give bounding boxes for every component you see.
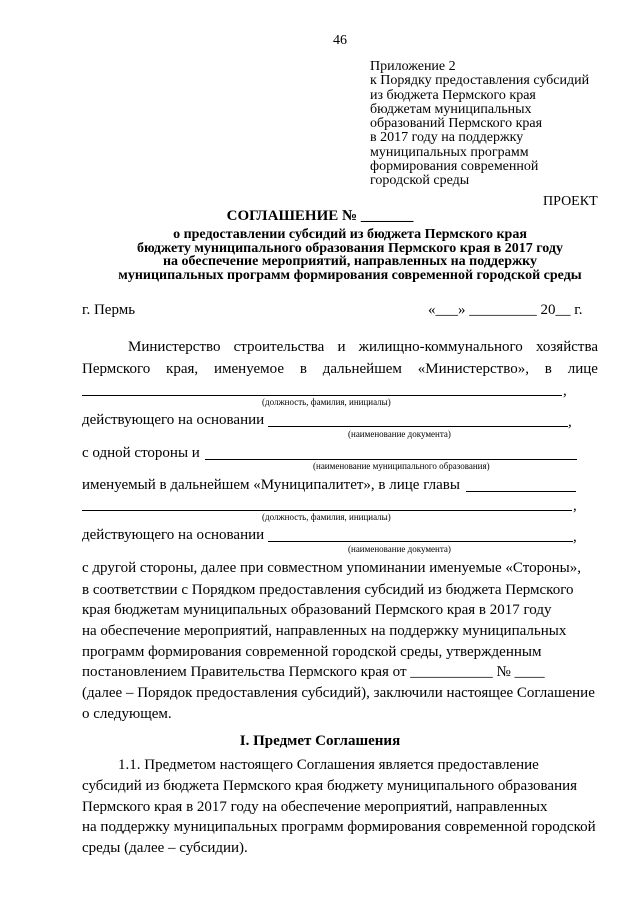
paragraph-line: в соответствии с Порядком предоставления субсидий из бюджета Пермского: [82, 582, 574, 598]
word: края,: [166, 361, 199, 377]
section-line: Пермского края в 2017 году на обеспечение мероприятий, направленных: [82, 799, 548, 815]
paragraph-line: с другой стороны, далее при совместном упоминании именуемые «Стороны»,: [82, 560, 581, 576]
caption-position: (должность, фамилия, инициалы): [262, 397, 391, 407]
draft-label: ПРОЕКТ: [543, 194, 598, 209]
appendix-line: из бюджета Пермского края: [370, 87, 536, 103]
section-line: 1.1. Предметом настоящего Соглашения является предоставление: [118, 757, 539, 773]
named-municipality: именуемый в дальнейшем «Муниципалитет», в лице главы: [82, 477, 460, 493]
appendix-line: городской среды: [370, 173, 470, 189]
appendix-line: бюджетам муниципальных: [370, 101, 532, 117]
word: именуемое: [213, 361, 284, 377]
paragraph-line: (далее – Порядок предоставления субсидий), заключили настоящее Соглашение: [82, 685, 595, 701]
blank-line-document-2[interactable]: [268, 541, 573, 542]
city: г. Пермь: [82, 302, 136, 318]
word: Пермского: [82, 361, 151, 377]
caption-document: (наименование документа): [348, 429, 451, 439]
word: строительства: [233, 339, 325, 355]
word: в: [544, 361, 552, 377]
section-line: субсидий из бюджета Пермского края бюджету муниципального образования: [82, 778, 578, 794]
preamble-line: [128, 340, 598, 355]
word: лице: [567, 361, 598, 377]
caption-position-2: (должность, фамилия, инициалы): [262, 512, 391, 522]
word: в: [299, 361, 307, 377]
comma: ,: [573, 529, 577, 545]
comma: ,: [573, 498, 577, 514]
blank-line-head[interactable]: [466, 491, 576, 492]
subtitle-line: бюджету муниципального образования Пермского края в 2017 году: [137, 240, 563, 256]
date-field: «___» _________ 20__ г.: [428, 302, 583, 318]
blank-line-position[interactable]: [82, 395, 562, 396]
word: и: [337, 339, 346, 355]
section-heading: I. Предмет Соглашения: [239, 733, 401, 749]
blank-line-municipal[interactable]: [205, 459, 577, 460]
word: «Министерство»,: [417, 361, 529, 377]
word: Министерство: [128, 339, 221, 355]
page-number: 46: [333, 33, 347, 48]
paragraph-line: постановлением Правительства Пермского края от ___________ № ____: [82, 664, 545, 680]
caption-document-2: (наименование документа): [348, 544, 451, 554]
appendix-line: к Порядку предоставления субсидий: [370, 73, 590, 89]
caption-municipal: (наименование муниципального образования): [313, 461, 490, 471]
subtitle-line: о предоставлении субсидий из бюджета Пермского края: [173, 227, 527, 242]
one-side-label: с одной стороны и: [82, 445, 200, 461]
basis-label-2: действующего на основании: [82, 527, 265, 543]
appendix-line: Приложение 2: [370, 59, 456, 74]
paragraph-line: о следующем.: [82, 706, 172, 722]
basis-label: действующего на основании: [82, 412, 265, 428]
appendix-line: образований Пермского края: [370, 116, 543, 132]
comma: ,: [568, 414, 572, 430]
word: жилищно-коммунального: [358, 339, 523, 355]
subtitle-line: на обеспечение мероприятий, направленных на поддержку: [162, 254, 538, 269]
comma: ,: [563, 383, 567, 399]
blank-line-document[interactable]: [268, 426, 568, 427]
paragraph-line: на обеспечение мероприятий, направленных на поддержку муниципальных: [82, 623, 567, 639]
agreement-subtitle: [60, 228, 640, 282]
paragraph-line: края бюджетам муниципальных образований Пермского края в 2017 году: [82, 602, 552, 618]
subtitle-line: муниципальных программ формирования современной городской среды: [118, 267, 582, 283]
blank-line-position-2[interactable]: [82, 510, 572, 511]
section-line: среды (далее – субсидии).: [82, 840, 248, 856]
preamble-line: [82, 362, 598, 377]
appendix-line: в 2017 году на поддержку: [370, 130, 524, 146]
section-line: на поддержку муниципальных программ формирования современной городской: [82, 819, 596, 835]
appendix-line: муниципальных программ: [370, 144, 529, 160]
agreement-title: СОГЛАШЕНИЕ № _______: [226, 208, 414, 224]
word: хозяйства: [535, 339, 598, 355]
appendix-line: формирования современной: [370, 159, 539, 175]
appendix-block: [370, 60, 589, 189]
paragraph-line: программ формирования современной городской среды, утвержденным: [82, 644, 542, 660]
word: дальнейшем: [322, 361, 402, 377]
